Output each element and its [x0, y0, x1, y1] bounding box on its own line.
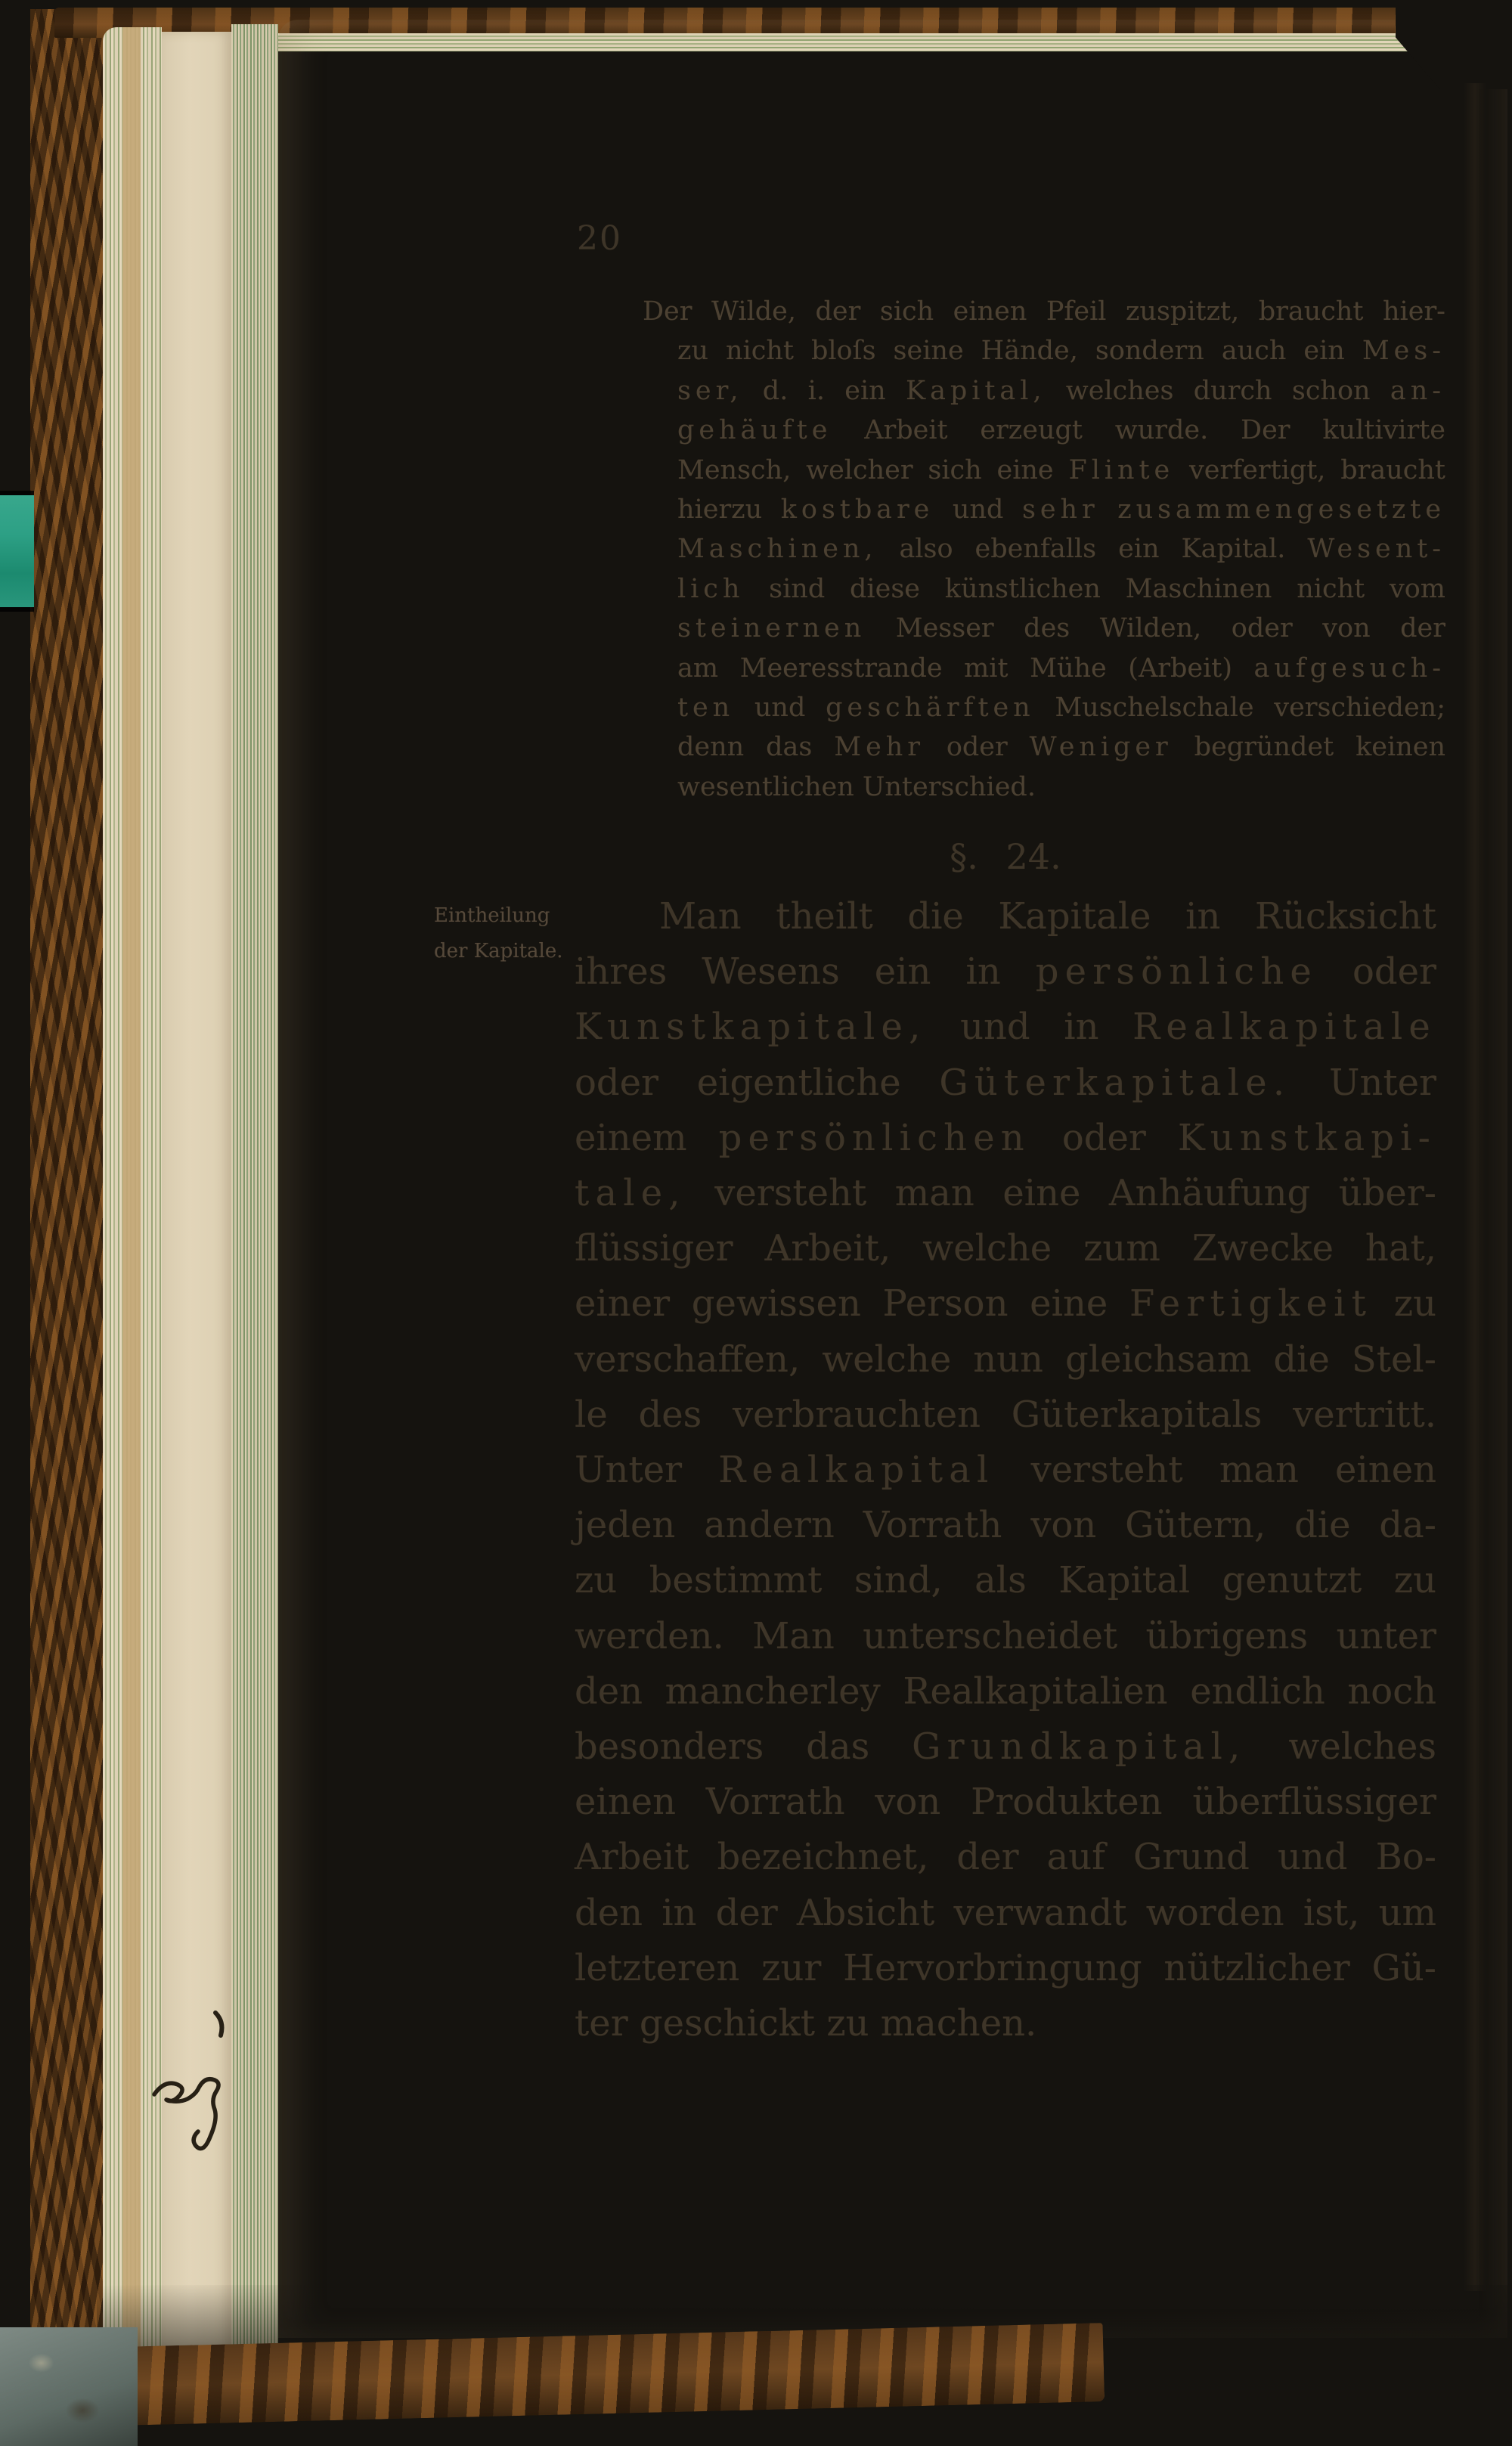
page-number: 20 [577, 219, 622, 258]
text-line: den mancherley Realkapitalien endlich noch [575, 1669, 1436, 1713]
text-line: Maschinen, also ebenfalls ein Kapital. Wesent- [677, 534, 1445, 565]
margin-note [434, 898, 582, 969]
text-line: Man theilt die Kapitale in Rücksicht [659, 895, 1436, 938]
text-line: einen Vorrath von Produkten überflüssiger [575, 1781, 1436, 1824]
text-line: am Meeresstrande mit Mühe (Arbeit) aufgesuch- [677, 653, 1445, 684]
worn-corner-patch [0, 2327, 138, 2446]
text-line: der Kapitale. [434, 940, 563, 963]
text-line: letzteren zur Hervorbringung nützlicher Gü- [575, 1946, 1436, 1989]
text-line: einer gewissen Person eine Fertigkeit zu [575, 1282, 1436, 1325]
text-line: ter geschickt zu machen. [575, 2002, 1037, 2045]
handwritten-ink-mark [142, 2002, 257, 2162]
section-heading: §. 24. [950, 836, 1061, 877]
text-line: Arbeit bezeichnet, der auf Grund und Bo- [575, 1836, 1436, 1879]
text-line: den in der Absicht verwandt worden ist, um [575, 1891, 1436, 1934]
text-line: flüssiger Arbeit, welche zum Zwecke hat, [575, 1227, 1436, 1270]
body-paragraph [575, 889, 1436, 2051]
marbled-cover-left-edge [30, 9, 107, 2398]
teal-spine-label [0, 495, 34, 607]
text-line: ihres Wesens ein in persönliche oder [575, 950, 1437, 994]
text-line: lich sind diese künstlichen Maschinen nicht vom [677, 573, 1445, 604]
text-line: wesentlichen Unterschied. [677, 771, 1036, 802]
text-line: Eintheilung [434, 904, 550, 927]
text-line: einem persönlichen oder Kunstkapi- [575, 1116, 1436, 1159]
text-line: verschaffen, welche nun gleichsam die Stel- [575, 1338, 1436, 1381]
text-line: zu bestimmt sind, als Kapital genutzt zu [575, 1559, 1436, 1602]
page-right-crease-shadow [1464, 83, 1486, 2291]
text-line: zu nicht bloſs seine Hände, sondern auch ein Mes- [677, 336, 1445, 367]
text-line: oder eigentliche Güterkapitale. Unter [575, 1061, 1436, 1104]
text-line: hierzu kostbare und sehr zusammengesetzte [677, 494, 1445, 525]
text-line: jeden andern Vorrath von Gütern, die da- [575, 1504, 1436, 1547]
text-line: Unter Realkapital versteht man einen [575, 1449, 1437, 1492]
text-line: denn das Mehr oder Weniger begründet keinen [677, 732, 1446, 763]
text-line: Der Wilde, der sich einen Pfeil zuspitzt, braucht hier- [643, 296, 1445, 327]
text-line: tale, versteht man eine Anhäufung über- [575, 1172, 1436, 1215]
text-line: Kunstkapitale, und in Realkapitale [575, 1006, 1436, 1049]
text-line: besonders das Grundkapital, welches [575, 1725, 1437, 1769]
quote-paragraph [643, 292, 1445, 807]
text-line: ten und geschärften Muschelschale verschieden; [677, 693, 1445, 724]
text-line: Mensch, welcher sich eine Flinte verfertigt, braucht [677, 454, 1445, 485]
text-line: werden. Man unterscheidet übrigens unter [575, 1614, 1436, 1657]
text-line: gehäufte Arbeit erzeugt wurde. Der kultivirte [677, 415, 1445, 446]
text-line: le des verbrauchten Güterkapitals vertritt. [575, 1393, 1436, 1436]
text-line: steinernen Messer des Wilden, oder von der [677, 613, 1445, 644]
text-line: ser, d. i. ein Kapital, welches durch schon an- [677, 375, 1445, 406]
